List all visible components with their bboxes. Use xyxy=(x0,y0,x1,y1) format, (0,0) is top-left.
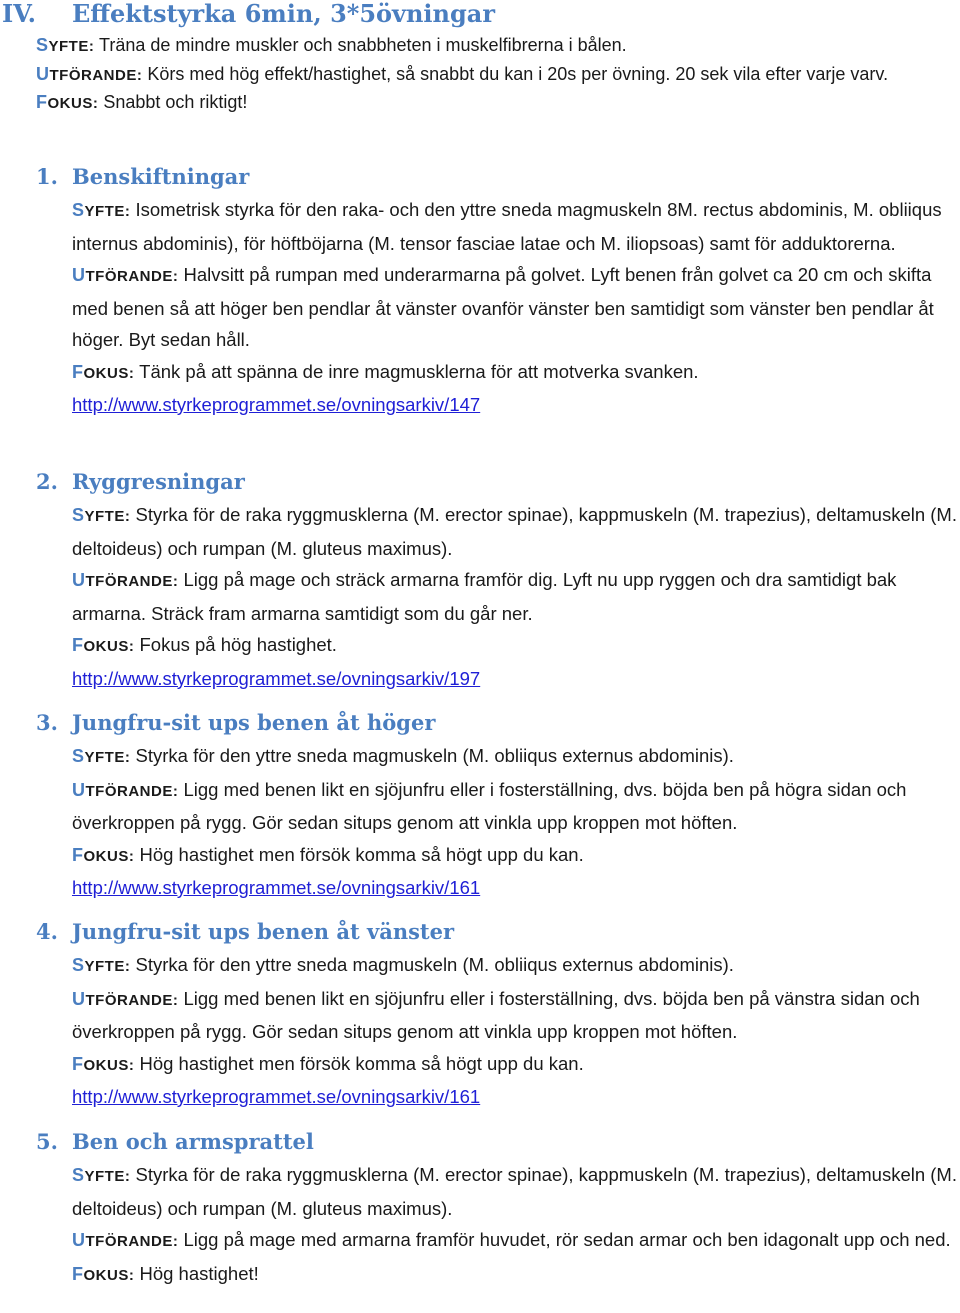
exercise-fokus: FOKUS: Hög hastighet! xyxy=(72,1262,259,1284)
exercise-link[interactable]: http://www.styrkeprogrammet.se/ovningsarkiv/197 xyxy=(72,667,481,689)
exercise-heading: 2. Ryggresningar xyxy=(36,469,245,494)
exercise-heading: 3. Jungfru-sit ups benen åt höger xyxy=(36,710,436,735)
intro-fokus: FOKUS: Snabbt och riktigt! xyxy=(36,92,248,112)
exercise-heading: 4. Jungfru-sit ups benen åt vänster xyxy=(36,919,455,944)
exercise-fokus: FOKUS: Hög hastighet men försök komma så högt upp du kan. xyxy=(72,843,584,865)
exercise-fokus: FOKUS: Hög hastighet men försök komma så högt upp du kan. xyxy=(72,1052,584,1074)
exercise-4 xyxy=(36,918,958,1113)
exercise-2 xyxy=(36,468,958,694)
intro-syfte: SYFTE: Träna de mindre muskler och snabbheten i muskelfibrerna i bålen. xyxy=(36,35,627,55)
exercise-heading: 1. Benskiftningar xyxy=(36,164,250,189)
exercise-fokus: FOKUS: Fokus på hög hastighet. xyxy=(72,634,337,655)
main-heading xyxy=(2,0,495,28)
exercise-utforande: UTFÖRANDE: Ligg med benen likt en sjöjunfru eller i fosterställning, dvs. böjda ben på högra sidan och överkroppen på rygg. Gör sedan situps genom att vinkla upp kroppen mot höften. xyxy=(72,778,907,833)
exercise-utforande: UTFÖRANDE: Ligg på mage med armarna framför huvudet, rör sedan armar och ben idagonalt upp och ned. xyxy=(72,1229,951,1250)
intro-block xyxy=(36,32,956,118)
exercise-syfte: SYFTE: Isometrisk styrka för den raka- och den yttre sneda magmuskeln 8M. rectus abdominis, M. obliiqus internus abdominis), för höftböjarna (M. tensor fasciae latae och M. iliopsoas) samt för adduktorerna. xyxy=(72,199,942,254)
exercise-link[interactable]: http://www.styrkeprogrammet.se/ovningsarkiv/161 xyxy=(72,877,481,898)
exercise-1 xyxy=(36,163,958,421)
exercise-heading: 5. Ben och armsprattel xyxy=(36,1129,314,1154)
exercise-link[interactable]: http://www.styrkeprogrammet.se/ovningsarkiv/161 xyxy=(72,1086,481,1107)
exercise-syfte: SYFTE: Styrka för de raka ryggmusklerna (M. erector spinae), kappmuskeln (M. trapezius), deltamuskeln (M. deltoideus) och rumpan (M. gluteus maximus). xyxy=(72,1164,957,1219)
exercise-utforande: UTFÖRANDE: Ligg med benen likt en sjöjunfru eller i fosterställning, dvs. böjda ben på vänstra sidan och överkroppen på rygg. Gör sedan situps genom att vinkla upp kroppen mot höften. xyxy=(72,987,920,1042)
exercise-syfte: SYFTE: Styrka för de raka ryggmusklerna (M. erector spinae), kappmuskeln (M. trapezius), deltamuskeln (M. deltoideus) och rumpan (M. gluteus maximus). xyxy=(72,504,957,559)
exercise-syfte: SYFTE: Styrka för den yttre sneda magmuskeln (M. obliiqus externus abdominis). xyxy=(72,745,734,766)
exercise-syfte: SYFTE: Styrka för den yttre sneda magmuskeln (M. obliiqus externus abdominis). xyxy=(72,954,734,975)
main-heading-number: IV. xyxy=(2,0,37,28)
exercise-utforande: UTFÖRANDE: Halvsitt på rumpan med underarmarna på golvet. Lyft benen från golvet ca 20 cm och skifta med benen så att höger ben pendlar åt vänster ovanför vänster ben samtidigt som vänster ben pendlar åt höger. Byt sedan håll. xyxy=(72,264,934,350)
main-heading-title: Effektstyrka 6min, 3*5övningar xyxy=(72,0,495,28)
exercise-3 xyxy=(36,709,958,904)
exercise-5 xyxy=(36,1128,958,1291)
exercise-link[interactable]: http://www.styrkeprogrammet.se/ovningsarkiv/147 xyxy=(72,394,481,415)
exercise-utforande: UTFÖRANDE: Ligg på mage och sträck armarna framför dig. Lyft nu upp ryggen och dra samtidigt bak armarna. Sträck fram armarna samtidigt som du går ner. xyxy=(72,569,897,624)
exercise-fokus: FOKUS: Tänk på att spänna de inre magmusklerna för att motverka svanken. xyxy=(72,360,699,382)
intro-utforande: UTFÖRANDE: Körs med hög effekt/hastighet, så snabbt du kan i 20s per övning. 20 sek vila efter varje varv. xyxy=(36,63,889,84)
